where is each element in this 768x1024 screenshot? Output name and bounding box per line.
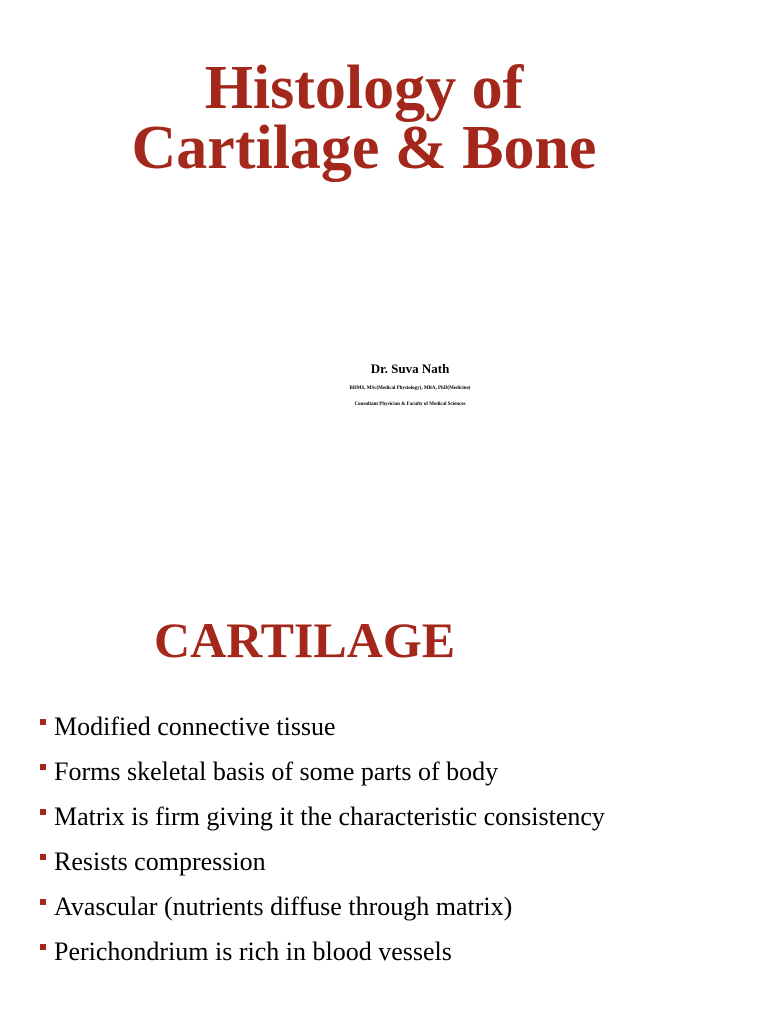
bullet-list [40, 707, 605, 977]
square-bullet-icon [40, 809, 46, 815]
author-name: Dr. Suva Nath [370, 361, 450, 376]
presentation-title [0, 54, 728, 182]
bullet-text: Resists compression [54, 847, 266, 876]
author-block [0, 360, 768, 409]
author-role: Consultant Physician & Faculty of Medical Sciences [354, 402, 466, 407]
bullet-text: Matrix is firm giving it the characteristic consistency [54, 802, 605, 831]
square-bullet-icon [40, 899, 46, 905]
bullet-text: Forms skeletal basis of some parts of body [54, 757, 499, 786]
square-bullet-icon [40, 719, 46, 725]
bullet-item [40, 887, 605, 932]
bullet-item [40, 842, 605, 887]
square-bullet-icon [40, 764, 46, 770]
bullet-text: Perichondrium is rich in blood vessels [54, 937, 452, 966]
bullet-item [40, 797, 605, 842]
bullet-text: Modified connective tissue [54, 712, 336, 741]
square-bullet-icon [40, 944, 46, 950]
section-heading: CARTILAGE [154, 612, 456, 668]
square-bullet-icon [40, 854, 46, 860]
author-credentials: BHMS, MSc(Medical Physiology), MBA, PhD(Medicine) [349, 386, 471, 391]
title-line-1: Histology of [204, 54, 524, 122]
bullet-item [40, 752, 605, 797]
bullet-item [40, 932, 605, 977]
bullet-item [40, 707, 605, 752]
title-line-2: Cartilage & Bone [131, 114, 597, 182]
cartilage-slide [0, 576, 768, 1024]
bullet-text: Avascular (nutrients diffuse through matrix) [54, 892, 513, 921]
